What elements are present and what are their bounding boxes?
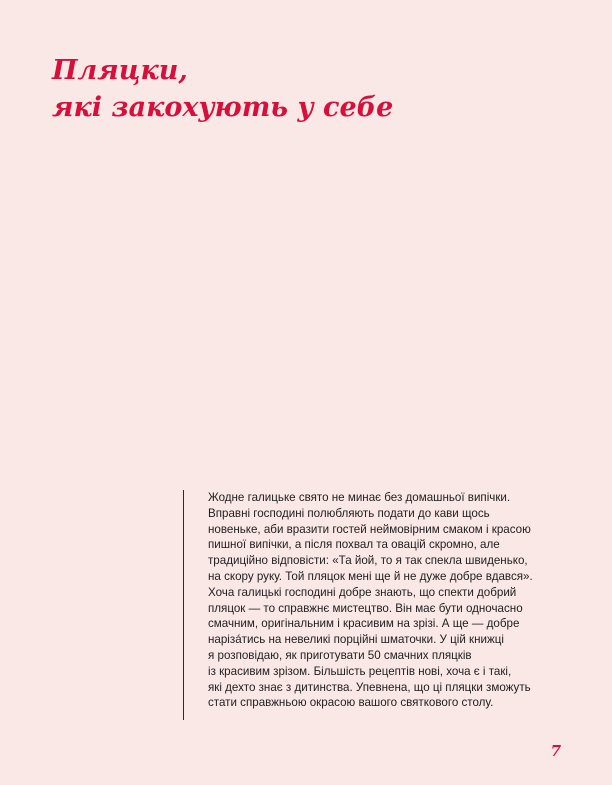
body-line: стати справжньою окрасою вашого святкового столу.	[208, 696, 494, 710]
body-line: смачним, оригінальним і красивим на зрізі. А ще — добре	[208, 617, 520, 631]
body-line: новеньке, аби вразити гостей неймовірним смаком і красою	[208, 522, 531, 536]
body-line: пляцок — то справжнє мистецтво. Він має бути одночасно	[208, 601, 523, 615]
intro-paragraph	[208, 490, 558, 711]
body-line: я розповідаю, як приготувати 50 смачних пляцків	[208, 648, 472, 662]
vertical-divider	[183, 490, 184, 720]
body-line: Хоча галицькі господині добре знають, що спекти добрий	[208, 585, 517, 599]
body-line: Вправні господині полюбляють подати до кави щось	[208, 506, 490, 520]
page-title	[52, 52, 393, 126]
body-line: Жодне галицьке свято не минає без домашньої випічки.	[208, 491, 511, 504]
body-line: нарізáтись на невеликі порційні шматочки. У цій книжці	[208, 633, 504, 647]
body-line: які дехто знає з дитинства. Упевнена, що ці пляцки зможуть	[208, 680, 531, 694]
body-line: традиційно відповісти: «Та йой, то я так спекла швиденько,	[208, 554, 528, 568]
title-line-2: які закохують у себе	[52, 92, 394, 123]
title-line-1: Пляцки,	[52, 55, 188, 86]
page-number: 7	[550, 742, 561, 760]
body-line: пишної випічки, а після похвал та овацій скромно, але	[208, 538, 500, 552]
body-line: на скору руку. Той пляцок мені ще й не дуже добре вдався».	[208, 569, 533, 583]
body-line: із красивим зрізом. Більшість рецептів нові, хоча є і такі,	[208, 664, 512, 678]
